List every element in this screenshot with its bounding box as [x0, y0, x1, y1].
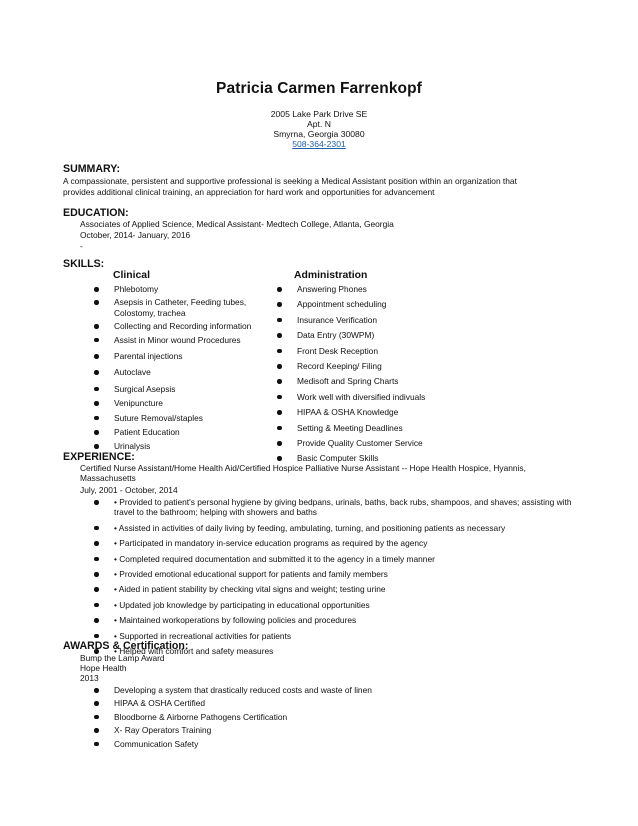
list-item: Collecting and Recording information [114, 321, 274, 331]
bullet-icon [94, 416, 99, 421]
list-item: X- Ray Operators Training [114, 725, 554, 735]
admin-skills-list [297, 284, 587, 464]
bullet-icon [94, 526, 99, 531]
bullet-icon [94, 444, 99, 449]
bullet-icon [94, 742, 99, 747]
bullet-icon [94, 387, 99, 392]
bullet-icon [94, 300, 99, 305]
education-extra: - [80, 241, 83, 251]
candidate-name: Patricia Carmen Farrenkopf [216, 80, 422, 97]
list-item: • Helped with comfort and safety measures [114, 646, 576, 656]
bullet-icon [94, 338, 99, 343]
list-item: Asepsis in Catheter, Feeding tubes, Colostomy, trachea [114, 297, 274, 318]
list-item: • Assisted in activities of daily living by feeding, ambulating, turning, and positioning patients as necessary [114, 523, 576, 533]
list-item: • Completed required documentation and submitted it to the agency in a timely manner [114, 554, 576, 564]
bullet-icon [94, 354, 99, 359]
bullet-icon [94, 324, 99, 329]
list-item: Communication Safety [114, 739, 554, 749]
bullet-icon [94, 688, 99, 693]
list-item: Answering Phones [297, 284, 587, 294]
list-item: • Participated in mandatory in-service education programs as required by the agency [114, 538, 576, 548]
list-item: Assist in Minor wound Procedures [114, 335, 274, 345]
bullet-icon [94, 715, 99, 720]
bullet-icon [277, 456, 282, 461]
list-item: Venipuncture [114, 398, 274, 408]
bullet-icon [94, 370, 99, 375]
list-item: Patient Education [114, 427, 274, 437]
bullet-icon [94, 634, 99, 639]
summary-line: provides additional clinical training, an appreciation for hard work and opportunities for advancement [63, 187, 435, 197]
address-line: Smyrna, Georgia 30080 [273, 129, 365, 139]
bullet-icon [94, 541, 99, 546]
award-name: Bump the Lamp Award [80, 653, 165, 663]
admin-skills-title: Administration [294, 270, 368, 281]
bullet-icon [277, 349, 282, 354]
list-item: • Aided in patient stability by checking vital signs and weight; testing urine [114, 584, 576, 594]
education-heading: EDUCATION: [63, 207, 129, 219]
list-item: • Provided to patient's personal hygiene by giving bedpans, urinals, baths, back rubs, shampoos, and shaves; assisting with travel to the bathroom; helping with showers and baths [114, 497, 576, 518]
bullet-icon [277, 333, 282, 338]
list-item: Parental injections [114, 351, 274, 361]
bullet-icon [277, 302, 282, 307]
bullet-icon [277, 318, 282, 323]
education-degree: Associates of Applied Science, Medical Assistant- Medtech College, Atlanta, Georgia [80, 219, 394, 229]
bullet-icon [277, 287, 282, 292]
list-item: Data Entry (30WPM) [297, 330, 587, 340]
list-item: Record Keeping/ Filing [297, 361, 587, 371]
bullet-icon [277, 410, 282, 415]
summary-heading: SUMMARY: [63, 163, 121, 175]
phone-link[interactable]: 508-364-2301 [292, 139, 346, 149]
bullet-icon [94, 618, 99, 623]
bullet-icon [277, 364, 282, 369]
list-item: Provide Quality Customer Service [297, 438, 587, 448]
list-item: Autoclave [114, 367, 274, 377]
list-item: Medisoft and Spring Charts [297, 376, 587, 386]
list-item: Setting & Meeting Deadlines [297, 423, 587, 433]
award-organization: Hope Health [80, 663, 127, 673]
bullet-icon [94, 430, 99, 435]
skills-heading: SKILLS: [63, 258, 105, 270]
job-title: Certified Nurse Assistant/Home Health Aid/Certified Hospice Palliative Nurse Assistant -- Hope Health Hospice, Hyannis, Massachusetts [80, 463, 526, 484]
bullet-icon [277, 395, 282, 400]
summary-line: A compassionate, persistent and supportive professional is seeking a Medical Assistant position within an organization that [63, 176, 517, 186]
list-item: Urinalysis [114, 441, 274, 451]
bullet-icon [94, 287, 99, 292]
clinical-skills-list [114, 284, 274, 452]
list-item: Developing a system that drastically reduced costs and waste of linen [114, 685, 554, 695]
award-year: 2013 [80, 673, 99, 683]
bullet-icon [94, 500, 99, 505]
list-item: Basic Computer Skills [297, 453, 587, 463]
bullet-icon [94, 728, 99, 733]
bullet-icon [94, 557, 99, 562]
list-item: Front Desk Reception [297, 346, 587, 356]
bullet-icon [277, 426, 282, 431]
contact-block [0, 109, 638, 149]
awards-heading: AWARDS & Certification: [63, 640, 189, 652]
list-item: Insurance Verification [297, 315, 587, 325]
list-item: HIPAA & OSHA Certified [114, 698, 554, 708]
list-item: Work well with diversified indivuals [297, 392, 587, 402]
experience-heading: EXPERIENCE: [63, 451, 135, 463]
list-item: HIPAA & OSHA Knowledge [297, 407, 587, 417]
bullet-icon [94, 401, 99, 406]
education-dates: October, 2014- January, 2016 [80, 230, 191, 240]
job-dates: July, 2001 - October, 2014 [80, 485, 178, 495]
address-line: 2005 Lake Park Drive SE [270, 109, 368, 119]
bullet-icon [94, 572, 99, 577]
list-item: • Supported in recreational activities for patients [114, 631, 576, 641]
list-item: Surgical Asepsis [114, 384, 274, 394]
clinical-skills-title: Clinical [113, 270, 150, 281]
bullet-icon [94, 603, 99, 608]
bullet-icon [94, 701, 99, 706]
bullet-icon [94, 587, 99, 592]
list-item: Bloodborne & Airborne Pathogens Certification [114, 712, 554, 722]
address-line: Apt. N [307, 119, 331, 129]
list-item: • Provided emotional educational support for patients and family members [114, 569, 576, 579]
list-item: Phlebotomy [114, 284, 274, 294]
awards-list [114, 685, 554, 749]
list-item: • Maintained workoperations by following policies and procedures [114, 615, 576, 625]
experience-list [114, 497, 576, 656]
list-item: Appointment scheduling [297, 299, 587, 309]
list-item: • Updated job knowledge by participating in educational opportunities [114, 600, 576, 610]
list-item: Suture Removal/staples [114, 413, 274, 423]
bullet-icon [277, 379, 282, 384]
bullet-icon [277, 441, 282, 446]
